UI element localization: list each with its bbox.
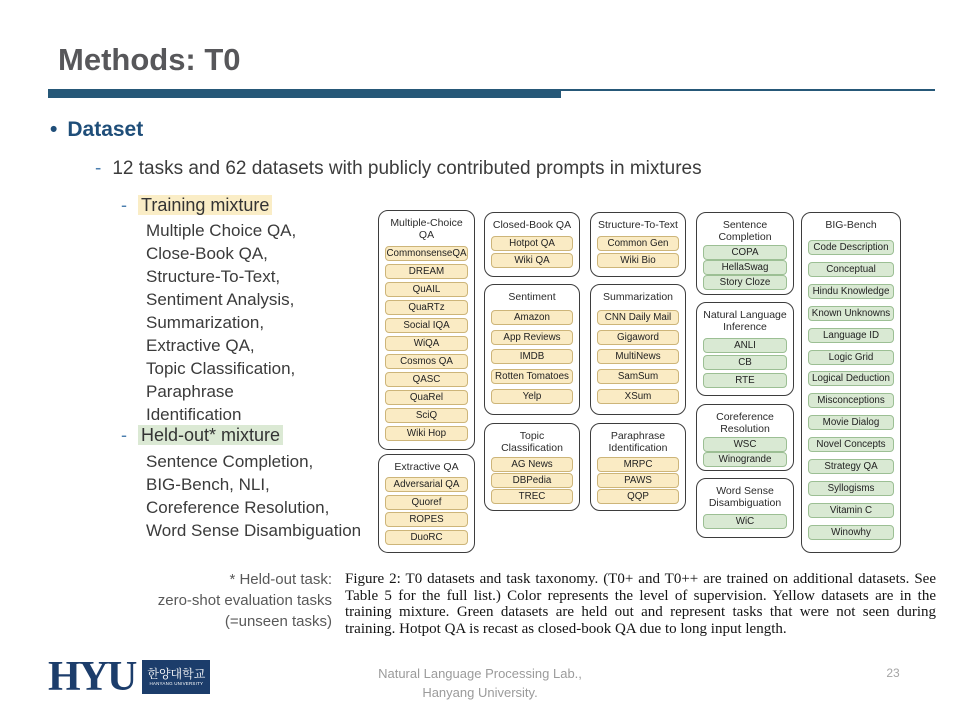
dataset-list	[491, 305, 573, 409]
dataset-chip-wiki-bio: Wiki Bio	[597, 253, 679, 268]
hyu-logo	[48, 656, 210, 698]
dataset-list	[385, 475, 468, 547]
dataset-list	[385, 243, 468, 444]
text-line: Natural Language Processing Lab.,	[378, 666, 582, 681]
text-line: Close-Book QA,	[146, 244, 268, 263]
dataset-chip-wiqa: WiQA	[385, 336, 468, 351]
dataset-list	[597, 456, 679, 505]
dataset-list	[491, 456, 573, 505]
text-line: Topic Classification,	[146, 359, 296, 378]
task-group-closed-book-qa	[484, 212, 580, 277]
dataset-chip-hellaswag: HellaSwag	[703, 260, 787, 275]
dataset-chip-wiki-hop: Wiki Hop	[385, 426, 468, 441]
text-line: Summarization,	[146, 313, 265, 332]
dataset-chip-cosmos-qa: Cosmos QA	[385, 354, 468, 369]
dataset-chip-quail: QuAIL	[385, 282, 468, 297]
text-line: Coreference Resolution,	[146, 498, 330, 517]
text-line: Multiple Choice QA,	[146, 221, 297, 240]
dataset-chip-winowhy: Winowhy	[808, 525, 894, 540]
training-task-list	[146, 219, 296, 426]
text-line: BIG-Bench, NLI,	[146, 475, 270, 494]
dataset-chip-common-gen: Common Gen	[597, 236, 679, 251]
task-group-paraphrase-identification	[590, 423, 686, 511]
task-group-natural-language-inference	[696, 302, 794, 396]
dataset-chip-rte: RTE	[703, 373, 787, 388]
dataset-chip-quoref: Quoref	[385, 495, 468, 510]
dataset-list	[491, 233, 573, 271]
dataset-chip-dbpedia: DBPedia	[491, 473, 573, 488]
dataset-chip-duorc: DuoRC	[385, 530, 468, 545]
dataset-chip-ag-news: AG News	[491, 457, 573, 472]
dataset-chip-xsum: XSum	[597, 389, 679, 404]
dataset-chip-story-cloze: Story Cloze	[703, 275, 787, 290]
footer-lab-text	[320, 664, 640, 702]
hyu-logo-acronym: HYU	[48, 654, 136, 700]
hyu-logo-korean: 한양대학교	[147, 666, 206, 681]
task-group-big-bench	[801, 212, 901, 553]
dataset-chip-movie-dialog: Movie Dialog	[808, 415, 894, 430]
dataset-chip-logical-deduction: Logical Deduction	[808, 371, 894, 386]
dataset-chip-conceptual: Conceptual	[808, 262, 894, 277]
title-accent-bar	[48, 89, 561, 98]
dataset-chip-sciq: SciQ	[385, 408, 468, 423]
text-line: Hanyang University.	[422, 685, 538, 700]
text-line: Extractive QA,	[146, 336, 255, 355]
heldout-mixture-heading	[121, 425, 283, 446]
task-group-extractive-qa	[378, 454, 475, 553]
dataset-chip-mrpc: MRPC	[597, 457, 679, 472]
dataset-list	[597, 233, 679, 271]
task-group-title: Extractive QA	[394, 461, 459, 473]
dataset-chip-wiki-qa: Wiki QA	[491, 253, 573, 268]
t0-taxonomy-figure	[373, 205, 918, 565]
task-group-title: Structure-To-Text	[598, 219, 678, 231]
task-group-title: Coreference Resolution	[716, 411, 774, 435]
dataset-chip-wsc: WSC	[703, 437, 787, 452]
dataset-chip-imdb: IMDB	[491, 349, 573, 364]
training-mixture-label: Training mixture	[138, 195, 272, 215]
dataset-chip-known-unknowns: Known Unknowns	[808, 306, 894, 321]
task-group-title: Sentence Completion	[718, 219, 772, 243]
dataset-chip-syllogisms: Syllogisms	[808, 481, 894, 496]
dataset-chip-gigaword: Gigaword	[597, 330, 679, 345]
dataset-chip-quartz: QuaRTz	[385, 300, 468, 315]
text-line: * Held-out task:	[229, 571, 332, 588]
dataset-chip-dream: DREAM	[385, 264, 468, 279]
dataset-list	[703, 437, 787, 467]
dash-glyph: -	[121, 425, 127, 445]
dataset-chip-language-id: Language ID	[808, 328, 894, 343]
figure-caption: Figure 2: T0 datasets and task taxonomy. (T0+ and T0++ are trained on additional datasets. See Table 5 for the full list.) Color represents the level of supervision. Yellow datasets are in the training mixture. Green datasets are held out and represent tasks that were not seen during training. Hotpot QA is recast as closed-book QA due to long input length.	[345, 571, 936, 637]
dataset-chip-paws: PAWS	[597, 473, 679, 488]
task-group-title: Topic Classification	[501, 430, 563, 454]
dataset-chip-copa: COPA	[703, 245, 787, 260]
dataset-chip-rotten-tomatoes: Rotten Tomatoes	[491, 369, 573, 384]
dataset-chip-social-iqa: Social IQA	[385, 318, 468, 333]
task-group-sentiment	[484, 284, 580, 415]
text-line: Sentiment Analysis,	[146, 290, 295, 309]
dataset-chip-cb: CB	[703, 355, 787, 370]
dataset-chip-logic-grid: Logic Grid	[808, 350, 894, 365]
dataset-chip-multinews: MultiNews	[597, 349, 679, 364]
dataset-chip-commonsenseqa: CommonsenseQA	[386, 248, 467, 259]
title-accent-line	[556, 89, 935, 91]
dash-glyph: -	[95, 158, 102, 179]
dataset-list	[703, 511, 787, 532]
dataset-chip-hotpot-qa: Hotpot QA	[491, 236, 573, 251]
dataset-chip-qqp: QQP	[597, 489, 679, 504]
dataset-chip-ropes: ROPES	[385, 512, 468, 527]
text-line: Sentence Completion,	[146, 452, 314, 471]
heldout-footnote	[60, 569, 332, 632]
task-group-coreference-resolution	[696, 404, 794, 471]
section-heading	[50, 118, 143, 142]
dataset-list	[597, 305, 679, 409]
heldout-mixture-label: Held-out* mixture	[138, 425, 283, 445]
task-group-multiple-choice-qa	[378, 210, 475, 450]
dataset-list	[703, 245, 787, 290]
task-group-title: Sentiment	[508, 291, 556, 303]
hyu-logo-english: HANYANG UNIVERSITY	[149, 680, 204, 686]
dataset-chip-wic: WiC	[703, 514, 787, 529]
text-line: Identification	[146, 405, 242, 424]
task-group-title: BIG-Bench	[825, 219, 877, 231]
task-group-title: Multiple-Choice QA	[390, 217, 463, 241]
dataset-list	[808, 233, 894, 547]
dataset-chip-code-description: Code Description	[808, 240, 894, 255]
dataset-chip-app-reviews: App Reviews	[491, 330, 573, 345]
bullet-glyph: •	[50, 118, 58, 141]
task-group-title: Word Sense Disambiguation	[708, 485, 782, 509]
dataset-chip-trec: TREC	[491, 489, 573, 504]
task-group-topic-classification	[484, 423, 580, 511]
dataset-chip-cnn-daily-mail: CNN Daily Mail	[597, 310, 679, 325]
text-line: (=unseen tasks)	[224, 613, 332, 630]
dataset-chip-winogrande: Winogrande	[703, 452, 787, 467]
dataset-chip-misconceptions: Misconceptions	[808, 393, 894, 408]
dataset-chip-anli: ANLI	[703, 338, 787, 353]
page-number: 23	[886, 666, 900, 680]
dataset-chip-amazon: Amazon	[491, 310, 573, 325]
task-group-sentence-completion	[696, 212, 794, 295]
text-line: Word Sense Disambiguation	[146, 521, 362, 540]
dataset-list	[703, 335, 787, 390]
task-group-title: Paraphrase Identification	[608, 430, 668, 454]
dataset-chip-novel-concepts: Novel Concepts	[808, 437, 894, 452]
task-group-structure-to-text	[590, 212, 686, 277]
slide-title: Methods: T0	[58, 42, 241, 77]
hyu-logo-block	[142, 660, 210, 694]
subpoint-text: 12 tasks and 62 datasets with publicly contributed prompts in mixtures	[112, 158, 702, 179]
dataset-chip-yelp: Yelp	[491, 389, 573, 404]
dataset-chip-qasc: QASC	[385, 372, 468, 387]
dataset-chip-samsum: SamSum	[597, 369, 679, 384]
dataset-chip-quarel: QuaRel	[385, 390, 468, 405]
task-group-summarization	[590, 284, 686, 415]
training-mixture-heading	[121, 195, 272, 216]
task-group-title: Closed-Book QA	[492, 219, 572, 231]
subpoint	[95, 158, 702, 180]
dataset-chip-vitamin-c: Vitamin C	[808, 503, 894, 518]
task-group-word-sense-disambiguation	[696, 478, 794, 538]
heldout-task-list	[146, 450, 361, 542]
task-group-title: Natural Language Inference	[703, 309, 787, 333]
text-line: Structure-To-Text,	[146, 267, 281, 286]
dataset-chip-strategy-qa: Strategy QA	[808, 459, 894, 474]
text-line: Paraphrase	[146, 382, 234, 401]
task-group-title: Summarization	[602, 291, 674, 303]
dataset-chip-adversarial-qa: Adversarial QA	[385, 477, 468, 492]
section-heading-label: Dataset	[67, 118, 144, 141]
text-line: zero-shot evaluation tasks	[157, 592, 332, 609]
dash-glyph: -	[121, 195, 127, 215]
dataset-chip-hindu-knowledge: Hindu Knowledge	[808, 284, 894, 299]
